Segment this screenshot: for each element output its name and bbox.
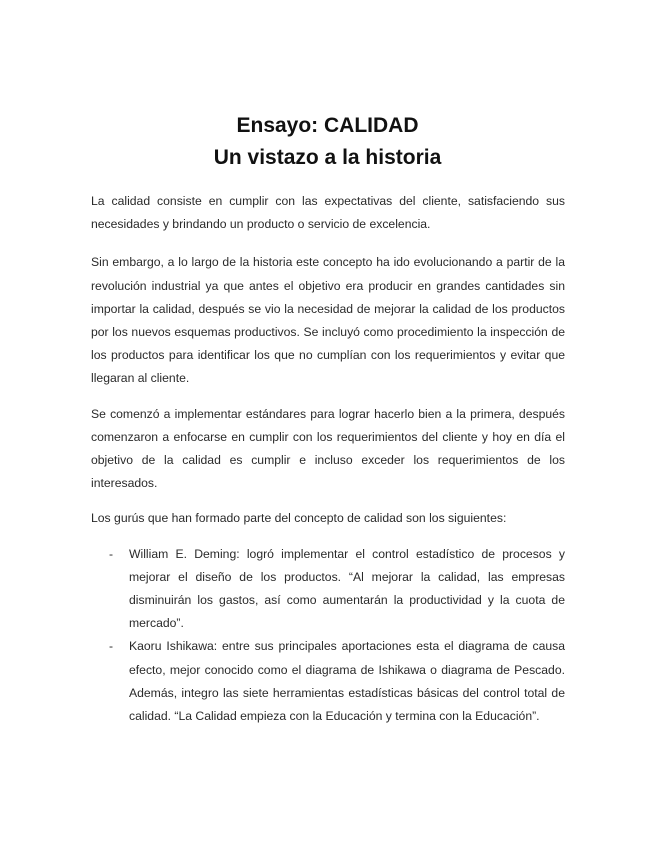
paragraph-history: Sin embargo, a lo largo de la historia este concepto ha ido evolucionando a partir de la revolución industrial ya que antes el objetivo era producir en grandes cantidades sin importar la calidad, después se vio la necesidad de mejorar la calidad de los productos por los nuevos esquemas productivos. Se incluyó como procedimiento la inspección de los productos para identificar los que no cumplían con los requerimientos y evitar que llegaran al cliente. (91, 255, 565, 386)
document-body (91, 190, 565, 728)
list-item-text: William E. Deming: logró implementar el control estadístico de procesos y mejorar el diseño de los productos. “Al mejorar la calidad, las empresas disminuirán los gastos, así como aumentarán la productividad y la cuota de mercado”. (129, 546, 565, 631)
list-item-text: Kaoru Ishikawa: entre sus principales aportaciones esta el diagrama de causa efecto, mejor conocido como el diagrama de Ishikawa o diagrama de Pescado. Además, integro las siete herramientas estadísticas básicas del control total de calidad. “La Calidad empieza con la Educación y termina con la Educación”. (129, 639, 565, 724)
list-item (91, 635, 565, 728)
gurus-list (91, 543, 565, 729)
page-subtitle: Un vistazo a la historia (213, 146, 442, 169)
bullet-dash: - (109, 546, 114, 561)
paragraph-standards: Se comenzó a implementar estándares para lograr hacerlo bien a la primera, después comenzaron a enfocarse en cumplir con los requerimientos del cliente y hoy en día el objetivo de la calidad es cumplir e incluso exceder los requerimientos de los interesados. (91, 406, 565, 491)
bullet-dash: - (109, 639, 114, 654)
title-block (0, 110, 655, 174)
page-title: Ensayo: CALIDAD (236, 114, 419, 137)
list-intro: Los gurús que han formado parte del concepto de calidad son los siguientes: (91, 511, 507, 526)
list-item (91, 543, 565, 636)
paragraph-intro: La calidad consiste en cumplir con las expectativas del cliente, satisfaciendo sus necesidades y brindando un producto o servicio de excelencia. (91, 194, 565, 232)
